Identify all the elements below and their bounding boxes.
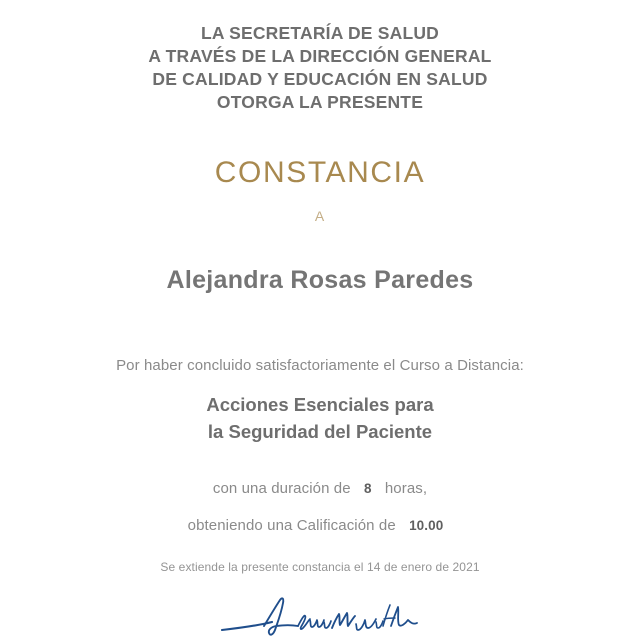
course-title [0,392,640,446]
signature-block [0,588,640,644]
grade-label: obteniendo una Calificación de [187,517,396,534]
duration-label: con una duración de [212,480,351,497]
grade-row [0,517,640,534]
completion-reason: Por haber concluido satisfactoriamente el Curso a Distancia: [116,357,524,375]
duration-row [0,480,640,497]
course-title-line-1: Acciones Esenciales para [206,394,434,416]
course-title-line-2: la Seguridad del Paciente [207,421,433,443]
duration-unit: horas, [384,480,428,497]
course-statement-block [0,357,640,446]
title-block [215,156,425,224]
issuer-line-4: OTORGA LA PRESENTE [216,92,424,113]
recipient-name: Alejandra Rosas Paredes [166,266,474,295]
title-preposition: A [314,208,326,225]
duration-value: 8 [363,481,372,496]
signature-icon [220,592,420,644]
document-title: CONSTANCIA [214,156,426,190]
details-block [0,480,640,534]
issuer-line-3: DE CALIDAD Y EDUCACIÓN EN SALUD [152,69,488,90]
issuer-line-2: A TRAVÉS DE LA DIRECCIÓN GENERAL [148,46,492,67]
grade-value: 10.00 [409,518,444,533]
issuer-block [148,22,491,114]
issue-date-statement: Se extiende la presente constancia el 14 de enero de 2021 [160,560,480,574]
issuer-line-1: LA SECRETARÍA DE SALUD [200,23,440,43]
